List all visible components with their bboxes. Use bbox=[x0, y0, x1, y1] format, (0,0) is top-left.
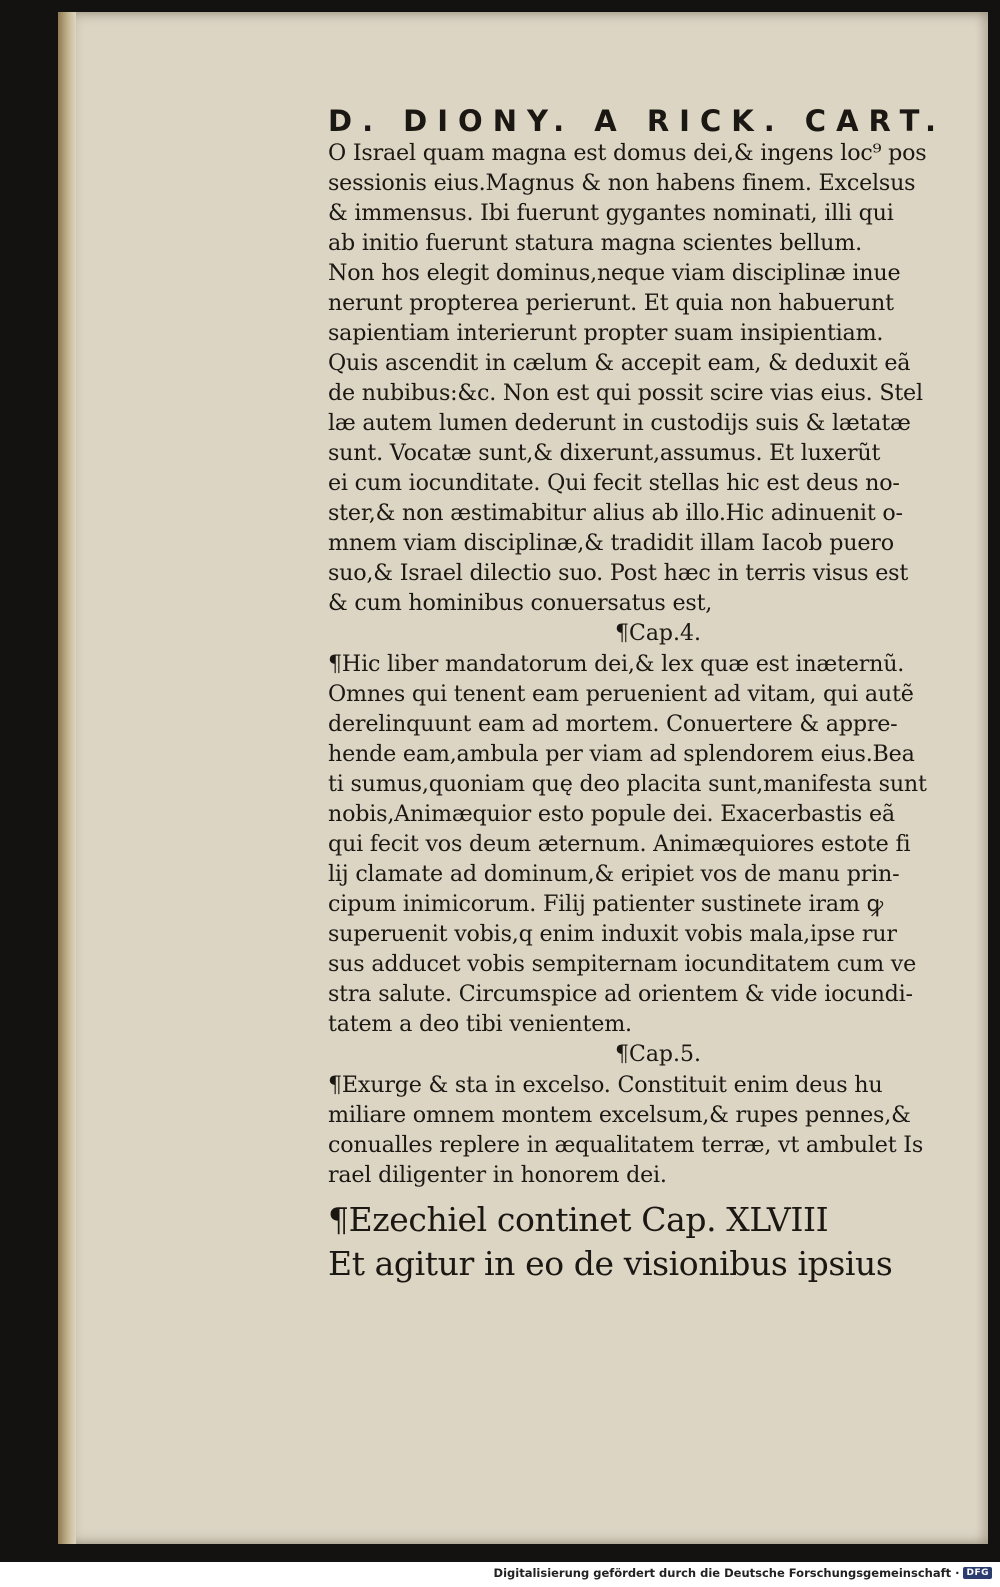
running-head: D. DIONY. A RICK. CART. bbox=[328, 104, 946, 138]
text-line: ei cum iocunditate. Qui fecit stellas hic est deus no- bbox=[328, 470, 900, 496]
page-text-block bbox=[328, 90, 1000, 1286]
text-line: Non hos elegit dominus,neque viam disciplinæ inue bbox=[328, 260, 901, 286]
text-line: sus adducet vobis sempiternam iocunditatem cum ve bbox=[328, 951, 917, 977]
footer-credit-text: Digitalisierung gefördert durch die Deutsche Forschungsgemeinschaft · bbox=[493, 1566, 960, 1580]
dfg-logo: DFG bbox=[963, 1567, 992, 1579]
text-line: miliare omnem montem excelsum,& rupes pennes,& bbox=[328, 1102, 911, 1128]
text-line: sunt. Vocatæ sunt,& dixerunt,assumus. Et luxerũt bbox=[328, 440, 881, 466]
paragraph-baruch-5 bbox=[328, 1070, 1000, 1190]
text-line: & immensus. Ibi fuerunt gygantes nominati, illi qui bbox=[328, 200, 894, 226]
text-line: Et agitur in eo de visionibus ipsius bbox=[328, 1244, 893, 1283]
chapter-heading-4: ¶Cap.4. bbox=[614, 621, 701, 646]
text-line: cipum inimicorum. Filij patienter sustinete iram ꝙ bbox=[328, 891, 884, 917]
text-line: qui fecit vos deum æternum. Animæquiores estote fi bbox=[328, 831, 911, 857]
book-page bbox=[58, 12, 988, 1544]
text-line: & cum hominibus conuersatus est, bbox=[328, 590, 713, 616]
text-line: sessionis eius.Magnus & non habens finem. Excelsus bbox=[328, 170, 916, 196]
text-line: ti sumus,quoniam quę deo placita sunt,manifesta sunt bbox=[328, 771, 927, 797]
text-line: ab initio fuerunt statura magna scientes bellum. bbox=[328, 230, 862, 256]
text-line: nobis,Animæquior esto popule dei. Exacerbastis eã bbox=[328, 801, 895, 827]
text-line: conualles replere in æqualitatem terræ, vt ambulet Is bbox=[328, 1132, 924, 1158]
paragraph-baruch-3 bbox=[328, 138, 1000, 618]
page-spine-shadow bbox=[58, 12, 76, 1544]
text-line: ¶Exurge & sta in excelso. Constituit enim deus hu bbox=[328, 1072, 883, 1098]
text-line: ¶Hic liber mandatorum dei,& lex quæ est inæternũ. bbox=[328, 651, 905, 677]
text-line: de nubibus:&c. Non est qui possit scire vias eius. Stel bbox=[328, 380, 923, 406]
ezechiel-heading bbox=[328, 1198, 1000, 1286]
text-line: ster,& non æstimabitur alius ab illo.Hic adinuenit o- bbox=[328, 500, 903, 526]
text-line: sapientiam interierunt propter suam insipientiam. bbox=[328, 320, 884, 346]
chapter-heading-5: ¶Cap.5. bbox=[614, 1042, 701, 1067]
digitization-footer bbox=[494, 1566, 992, 1580]
text-line: O Israel quam magna est domus dei,& ingens loc⁹ pos bbox=[328, 140, 927, 166]
text-line: mnem viam disciplinæ,& tradidit illam Iacob puero bbox=[328, 530, 894, 556]
text-line: Omnes qui tenent eam peruenient ad vitam, qui autẽ bbox=[328, 681, 914, 707]
text-line: derelinquunt eam ad mortem. Conuertere & appre- bbox=[328, 711, 898, 737]
text-line: ¶Ezechiel continet Cap. XLVIII bbox=[328, 1200, 829, 1239]
text-line: stra salute. Circumspice ad orientem & vide iocundi- bbox=[328, 981, 913, 1007]
text-line: suo,& Israel dilectio suo. Post hæc in terris visus est bbox=[328, 560, 909, 586]
text-line: tatem a deo tibi venientem. bbox=[328, 1011, 632, 1037]
text-line: hende eam,ambula per viam ad splendorem eius.Bea bbox=[328, 741, 915, 767]
text-line: rael diligenter in honorem dei. bbox=[328, 1162, 667, 1188]
text-line: lij clamate ad dominum,& eripiet vos de manu prin- bbox=[328, 861, 900, 887]
text-line: superuenit vobis,q enim induxit vobis mala,ipse rur bbox=[328, 921, 897, 947]
text-line: Quis ascendit in cælum & accepit eam, & deduxit eã bbox=[328, 350, 911, 376]
paragraph-baruch-4 bbox=[328, 649, 1000, 1039]
text-line: nerunt propterea perierunt. Et quia non habuerunt bbox=[328, 290, 894, 316]
text-line: læ autem lumen dederunt in custodijs suis & lætatæ bbox=[328, 410, 911, 436]
